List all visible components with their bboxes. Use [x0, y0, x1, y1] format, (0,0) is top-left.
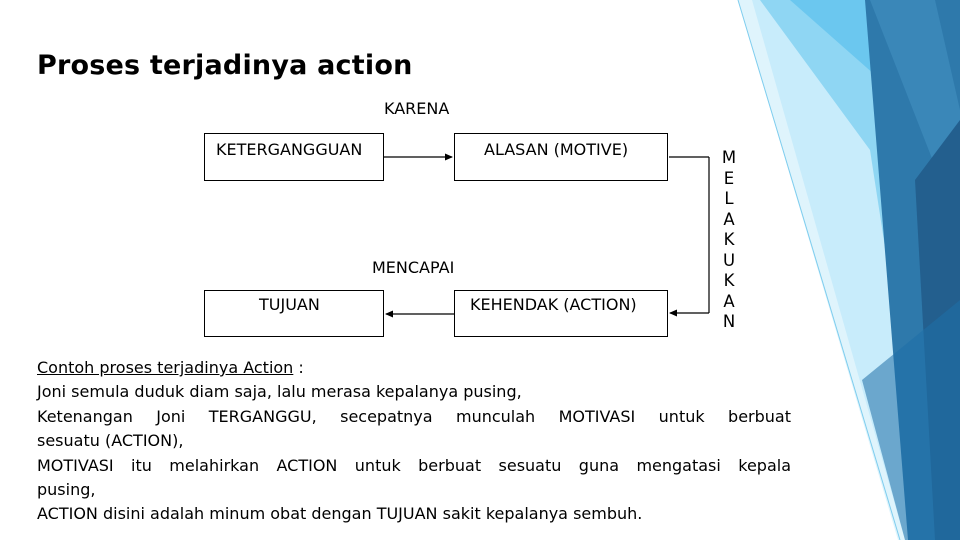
connector-karena: KARENA — [384, 99, 450, 118]
side-letter: A — [723, 291, 735, 311]
example-line-6: ACTION disini adalah minum obat dengan TUJUAN sakit kepalanya sembuh. — [37, 504, 643, 524]
side-letter: L — [724, 189, 734, 208]
label-ketergangguan: KETERGANGGUAN — [216, 140, 363, 159]
example-line-5: pusing, — [37, 480, 96, 500]
side-letter: K — [723, 271, 735, 290]
side-label-melakukan — [719, 148, 739, 333]
example-heading-colon: : — [293, 358, 304, 377]
example-line-1: Joni semula duduk diam saja, lalu merasa kepalanya pusing, — [37, 382, 522, 402]
example-heading-underlined: Contoh proses terjadinya Action — [37, 358, 294, 377]
example-line-3: sesuatu (ACTION), — [37, 431, 184, 451]
side-letter: N — [722, 312, 736, 331]
example-text — [37, 356, 791, 527]
side-letter: K — [723, 230, 735, 249]
slide-title: Proses terjadinya action — [37, 50, 413, 81]
example-heading — [37, 356, 791, 380]
example-line-4: MOTIVASI itu melahirkan ACTION untuk berbuat sesuatu guna mengatasi kepala — [37, 455, 791, 475]
side-letter: E — [723, 168, 735, 188]
label-alasan-motive: ALASAN (MOTIVE) — [484, 140, 629, 159]
side-letter: A — [723, 209, 735, 229]
side-letter: M — [721, 148, 737, 167]
label-kehendak-action: KEHENDAK (ACTION) — [470, 295, 637, 314]
label-tujuan: TUJUAN — [259, 295, 320, 314]
side-letter: U — [722, 250, 736, 270]
connector-mencapai: MENCAPAI — [372, 258, 455, 277]
example-line-2: Ketenangan Joni TERGANGGU, secepatnya munculah MOTIVASI untuk berbuat — [37, 406, 791, 426]
